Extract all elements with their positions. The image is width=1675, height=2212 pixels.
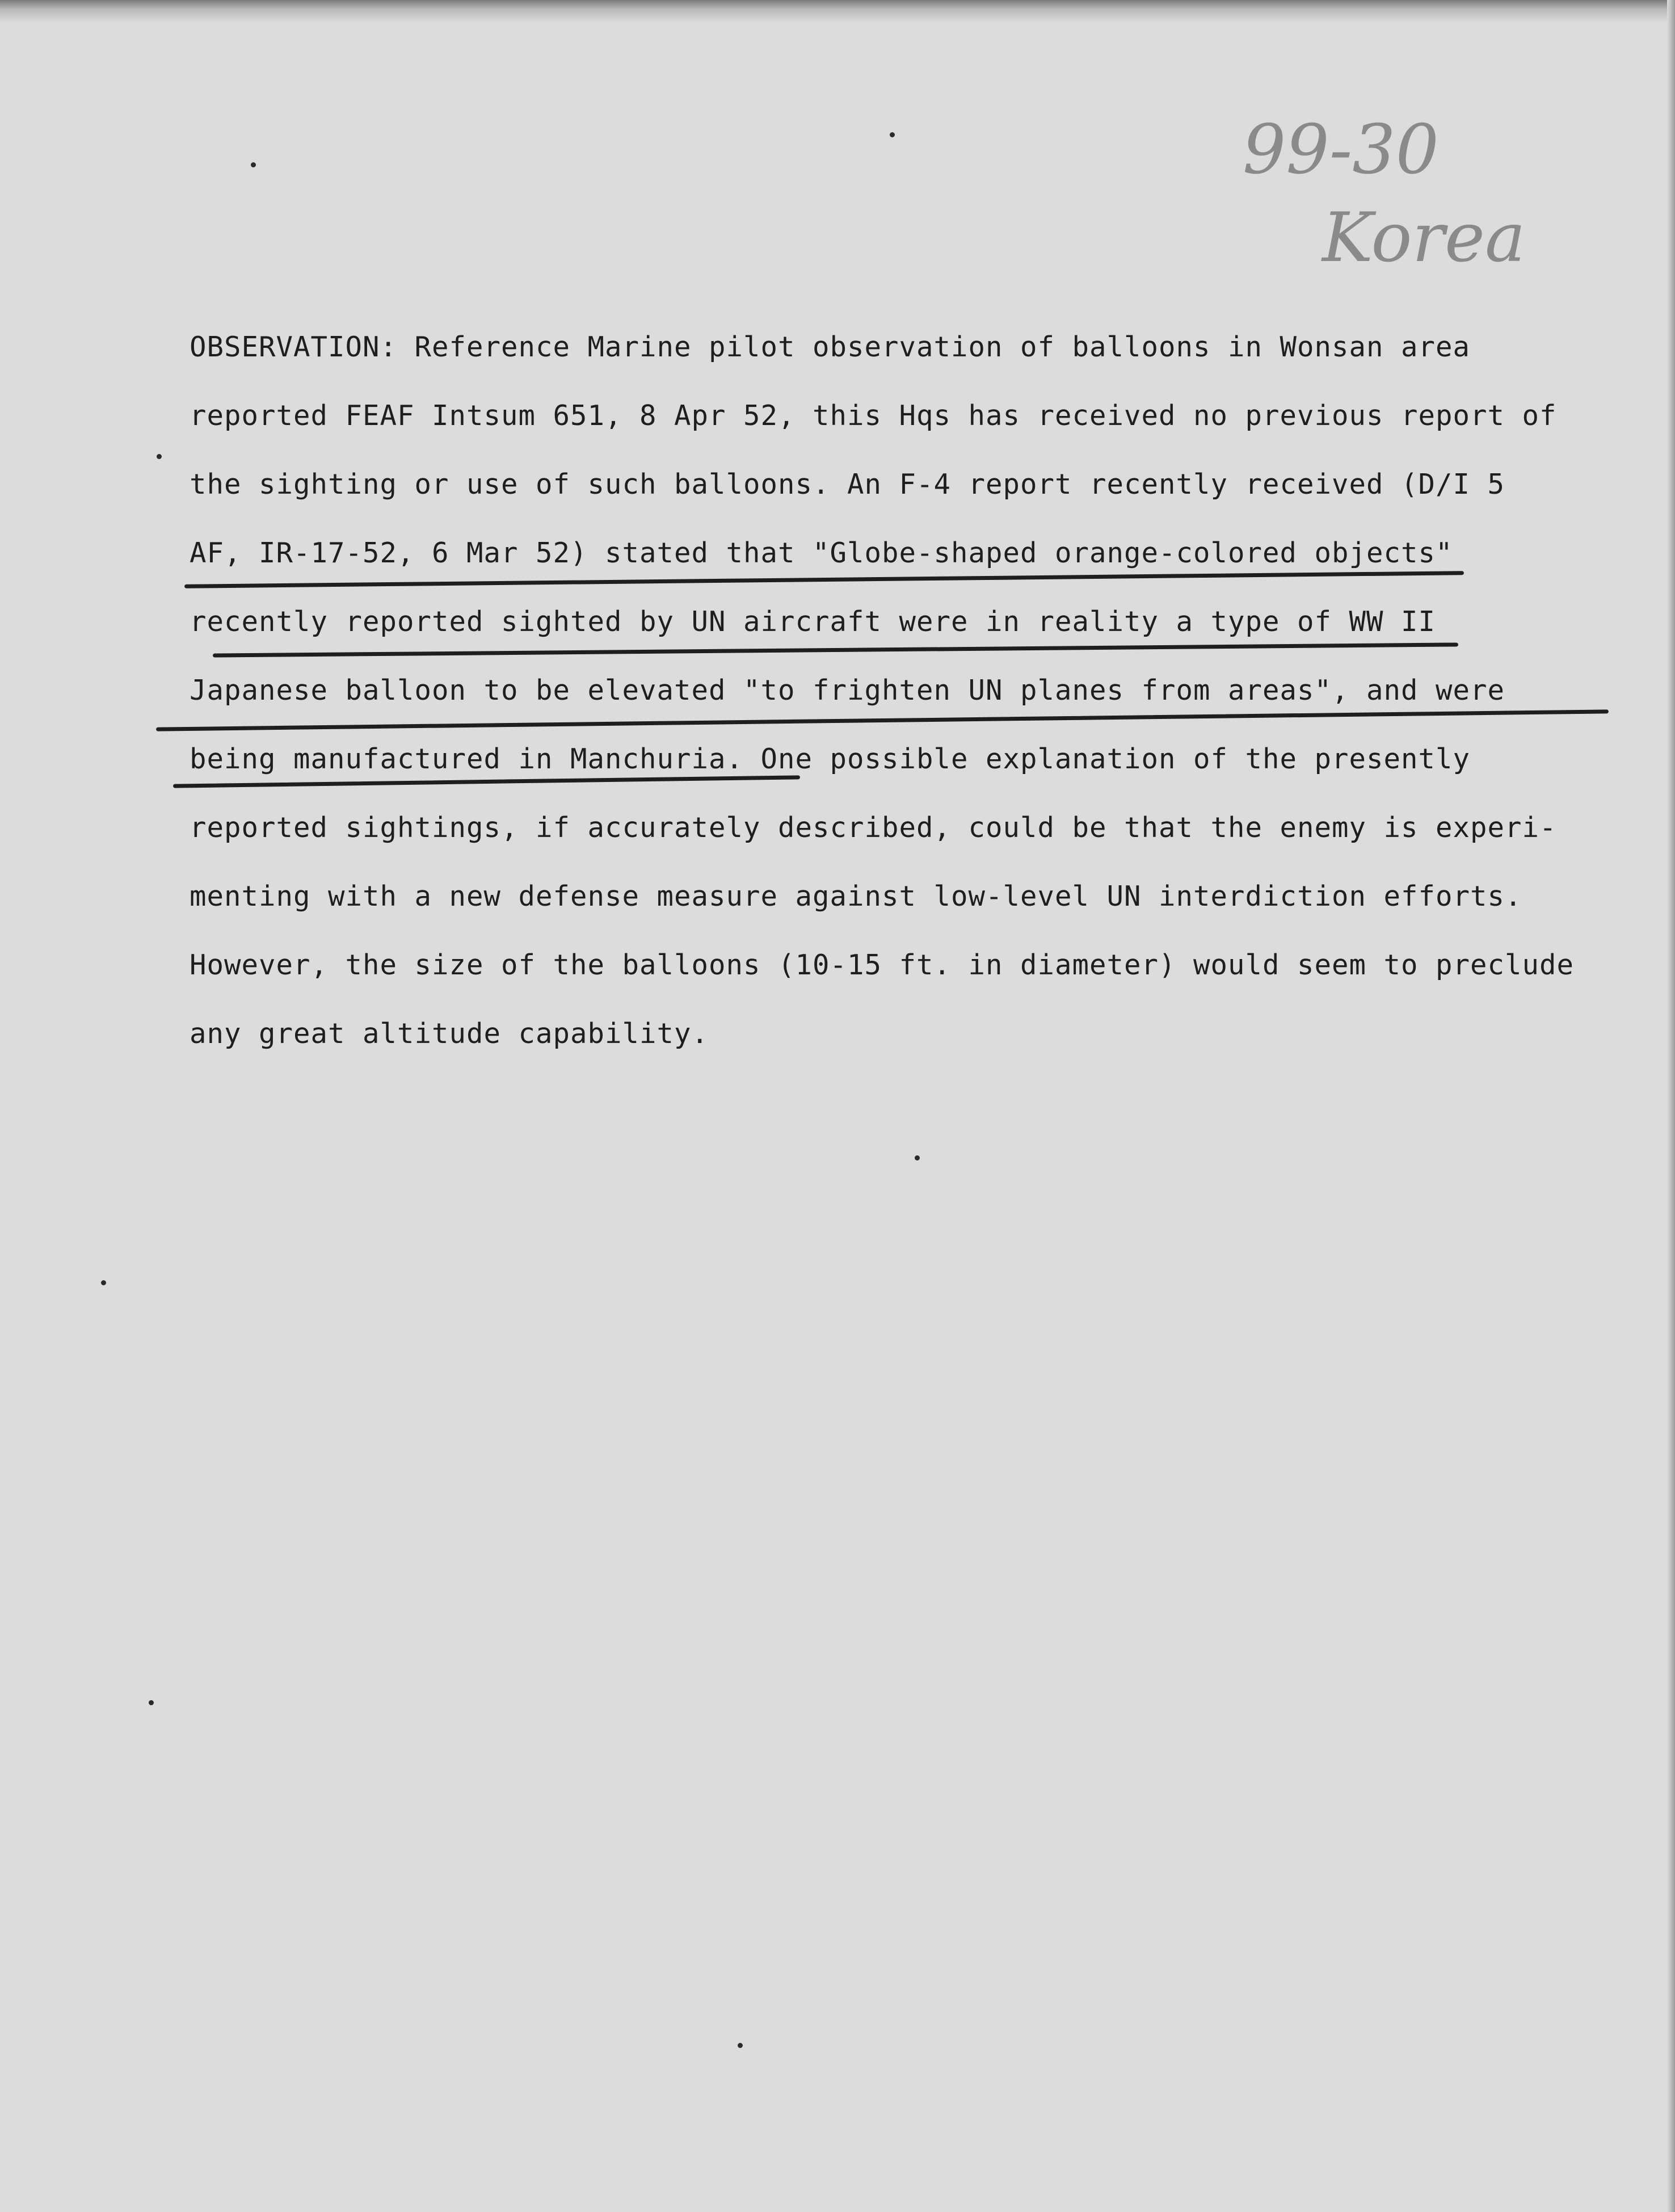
paragraph-line-10: However, the size of the balloons (10-15 ft. in diameter) would seem to preclude [190, 949, 1575, 981]
paragraph-line-5: recently reported sighted by UN aircraft were in reality a type of WW II [190, 605, 1436, 638]
scan-speck [738, 2043, 743, 2048]
paragraph-line-8: reported sightings, if accurately described, could be that the enemy is experi- [190, 811, 1557, 844]
observation-paragraph [190, 325, 1574, 1080]
paragraph-line-1: OBSERVATION: Reference Marine pilot observation of balloons in Wonsan area [190, 331, 1471, 363]
scan-right-edge [1667, 0, 1675, 2212]
scan-speck [101, 1280, 106, 1285]
scan-speck [890, 132, 895, 137]
scan-speck [251, 162, 256, 167]
handwritten-file-number: 99-30 [1243, 111, 1439, 190]
paragraph-line-2: reported FEAF Intsum 651, 8 Apr 52, this Hqs has received no previous report of [190, 399, 1557, 432]
paragraph-line-7: being manufactured in Manchuria. One possible explanation of the presently [190, 743, 1471, 775]
handwritten-subject: Korea [1322, 199, 1526, 277]
paragraph-line-4: AF, IR-17-52, 6 Mar 52) stated that "Globe-shaped orange-colored objects" [190, 537, 1453, 569]
paragraph-line-9: menting with a new defense measure against low-level UN interdiction efforts. [190, 880, 1522, 912]
scan-speck [149, 1700, 154, 1705]
paragraph-line-11: any great altitude capability. [190, 1017, 709, 1050]
paragraph-line-6: Japanese balloon to be elevated "to frighten UN planes from areas", and were [190, 674, 1505, 707]
scan-speck [157, 454, 162, 459]
scan-speck [915, 1155, 920, 1160]
scan-top-edge [0, 0, 1675, 23]
paragraph-line-3: the sighting or use of such balloons. An F-4 report recently received (D/I 5 [190, 468, 1505, 501]
